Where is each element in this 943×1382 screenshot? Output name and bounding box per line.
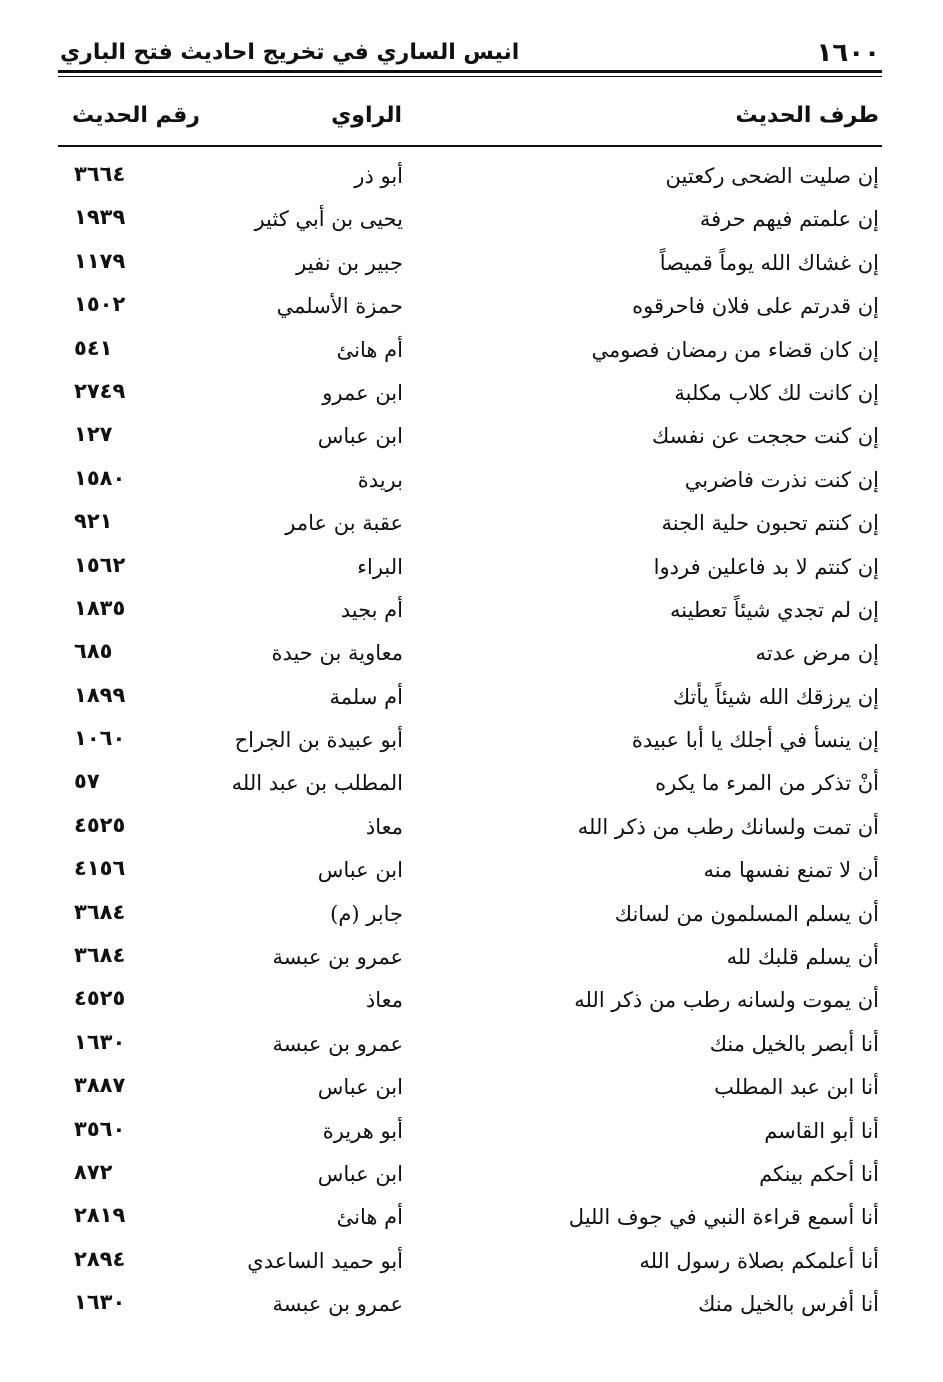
hadith-number: ١٦٣٠ bbox=[74, 1290, 126, 1315]
narrator-name: جبير بن نفير bbox=[296, 250, 403, 275]
table-row bbox=[0, 592, 943, 635]
column-header-rule bbox=[58, 145, 882, 147]
header-rule-thick bbox=[58, 70, 882, 73]
table-row bbox=[0, 201, 943, 244]
narrator-name: ابن عباس bbox=[317, 858, 403, 883]
hadith-incipit: إن ينسأ في أجلك يا أبا عبيدة bbox=[631, 728, 879, 753]
narrator-name: يحيى بن أبي كثير bbox=[254, 207, 403, 232]
narrator-name: أم بجيد bbox=[340, 597, 403, 622]
hadith-incipit: أن يسلم قلبك لله bbox=[726, 945, 879, 970]
hadith-incipit: إن صليت الضحى ركعتين bbox=[665, 164, 879, 188]
hadith-incipit: أنْ تذكر من المرء ما يكره bbox=[655, 771, 879, 796]
hadith-number: ٥٧ bbox=[74, 769, 100, 794]
hadith-number: ١٢٧ bbox=[74, 422, 113, 447]
book-title: انيس الساري في تخريج احاديث فتح الباري bbox=[60, 40, 520, 65]
narrator-name: عمرو بن عبسة bbox=[272, 1292, 403, 1317]
narrator-name: جابر (م) bbox=[330, 901, 403, 926]
hadith-incipit: إن لم تجدي شيئاً تعطينه bbox=[670, 597, 879, 622]
hadith-incipit: أنا ابن عبد المطلب bbox=[714, 1075, 879, 1100]
hadith-number: ١٥٨٠ bbox=[74, 465, 126, 490]
hadith-number: ٣٦٨٤ bbox=[74, 943, 126, 968]
hadith-incipit: إن كنت حججت عن نفسك bbox=[651, 424, 879, 449]
hadith-number: ١٦٣٠ bbox=[74, 1029, 126, 1054]
hadith-number: ٨٧٢ bbox=[74, 1159, 113, 1184]
narrator-name: أبو ذر bbox=[354, 164, 403, 188]
hadith-number: ٢٨٩٤ bbox=[74, 1246, 126, 1271]
table-row bbox=[0, 939, 943, 982]
hadith-incipit: إن قدرتم على فلان فاحرقوه bbox=[632, 294, 879, 319]
hadith-incipit: إن مرض عدته bbox=[755, 641, 879, 666]
narrator-name: عقبة بن عامر bbox=[285, 511, 403, 536]
hadith-incipit: أن لا تمنع نفسها منه bbox=[703, 858, 879, 883]
hadith-number: ٥٤١ bbox=[74, 335, 113, 360]
hadith-number: ١١٧٩ bbox=[74, 248, 126, 273]
table-row bbox=[0, 1286, 943, 1329]
hadith-incipit: أنا أسمع قراءة النبي في جوف الليل bbox=[568, 1205, 879, 1230]
narrator-name: أم سلمة bbox=[329, 684, 403, 709]
table-row bbox=[0, 679, 943, 722]
table-row bbox=[0, 245, 943, 288]
narrator-name: عمرو بن عبسة bbox=[272, 1031, 403, 1056]
hadith-number: ١٨٩٩ bbox=[74, 682, 126, 707]
hadith-number: ٢٧٤٩ bbox=[74, 378, 126, 403]
table-row bbox=[0, 1069, 943, 1112]
column-header-number: رقم الحديث bbox=[72, 103, 200, 128]
hadith-number: ١٨٣٥ bbox=[74, 595, 126, 620]
hadith-incipit: إن كانت لك كلاب مكلبة bbox=[674, 380, 879, 405]
table-row bbox=[0, 418, 943, 461]
hadith-number: ٣٥٦٠ bbox=[74, 1116, 126, 1141]
hadith-number: ٢٨١٩ bbox=[74, 1203, 126, 1228]
table-row bbox=[0, 896, 943, 939]
narrator-name: عمرو بن عبسة bbox=[272, 945, 403, 970]
hadith-number: ١٥٦٢ bbox=[74, 552, 126, 577]
narrator-name: حمزة الأسلمي bbox=[276, 294, 403, 319]
table-row bbox=[0, 549, 943, 592]
hadith-number: ٣٦٦٤ bbox=[74, 162, 126, 186]
narrator-name: البراء bbox=[357, 554, 403, 579]
hadith-number: ٦٨٥ bbox=[74, 639, 113, 664]
hadith-incipit: أن يموت ولسانه رطب من ذكر الله bbox=[574, 988, 879, 1013]
table-row bbox=[0, 1026, 943, 1069]
hadith-number: ٩٢١ bbox=[74, 509, 113, 534]
table-row bbox=[0, 1113, 943, 1156]
table-row bbox=[0, 462, 943, 505]
column-header-narrator: الراوي bbox=[331, 103, 402, 128]
hadith-incipit: إن كان قضاء من رمضان فصومي bbox=[591, 337, 879, 362]
hadith-incipit: إن كنت نذرت فاضربي bbox=[684, 467, 879, 492]
narrator-name: ابن عباس bbox=[317, 1075, 403, 1100]
hadith-incipit: أن تمت ولسانك رطب من ذكر الله bbox=[577, 814, 879, 839]
narrator-name: معاوية بن حيدة bbox=[271, 641, 403, 666]
table-row bbox=[0, 1156, 943, 1199]
hadith-number: ١٠٦٠ bbox=[74, 726, 126, 751]
column-header-hadith: طرف الحديث bbox=[735, 103, 879, 128]
table-row bbox=[0, 332, 943, 375]
table-row bbox=[0, 158, 943, 201]
running-header bbox=[60, 38, 880, 74]
narrator-name: معاذ bbox=[365, 814, 403, 839]
hadith-number: ٤٥٢٥ bbox=[74, 812, 126, 837]
hadith-number: ٤١٥٦ bbox=[74, 856, 126, 881]
hadith-incipit: أنا أبو القاسم bbox=[764, 1118, 879, 1143]
narrator-name: ابن عباس bbox=[317, 424, 403, 449]
narrator-name: أم هانئ bbox=[336, 1205, 403, 1230]
hadith-incipit: أنا أفرس بالخيل منك bbox=[698, 1292, 879, 1317]
narrator-name: ابن عمرو bbox=[322, 380, 403, 405]
table-row bbox=[0, 722, 943, 765]
table-row bbox=[0, 982, 943, 1025]
hadith-incipit: أنا أبصر بالخيل منك bbox=[709, 1031, 879, 1056]
table-row bbox=[0, 809, 943, 852]
table-row bbox=[0, 505, 943, 548]
narrator-name: ابن عباس bbox=[317, 1161, 403, 1186]
table-row bbox=[0, 288, 943, 331]
table-row bbox=[0, 375, 943, 418]
table-row bbox=[0, 1243, 943, 1286]
hadith-number: ٣٨٨٧ bbox=[74, 1073, 126, 1098]
hadith-number: ١٩٣٩ bbox=[74, 205, 126, 230]
narrator-name: المطلب بن عبد الله bbox=[231, 771, 403, 796]
hadith-incipit: إن كنتم تحبون حلية الجنة bbox=[661, 511, 879, 536]
table-row bbox=[0, 765, 943, 808]
header-rule-thin bbox=[58, 76, 882, 77]
narrator-name: معاذ bbox=[365, 988, 403, 1013]
narrator-name: أبو حميد الساعدي bbox=[247, 1248, 403, 1273]
table-row bbox=[0, 852, 943, 895]
hadith-incipit: إن كنتم لا بد فاعلين فردوا bbox=[653, 554, 879, 579]
narrator-name: أبو عبيدة بن الجراح bbox=[234, 728, 403, 753]
hadith-incipit: إن علمتم فيهم حرفة bbox=[699, 207, 879, 232]
narrator-name: بريدة bbox=[357, 467, 403, 492]
hadith-incipit: إن يرزقك الله شيئاً يأتك bbox=[672, 684, 879, 709]
hadith-index-table bbox=[0, 158, 943, 1330]
narrator-name: أم هانئ bbox=[336, 337, 403, 362]
table-row bbox=[0, 635, 943, 678]
table-row bbox=[0, 1199, 943, 1242]
hadith-number: ١٥٠٢ bbox=[74, 292, 126, 317]
hadith-number: ٤٥٢٥ bbox=[74, 986, 126, 1011]
hadith-incipit: أنا أحكم بينكم bbox=[759, 1161, 879, 1186]
hadith-incipit: أن يسلم المسلمون من لسانك bbox=[614, 901, 879, 926]
hadith-number: ٣٦٨٤ bbox=[74, 899, 126, 924]
page-number: ١٦٠٠ bbox=[816, 38, 880, 68]
hadith-incipit: أنا أعلمكم بصلاة رسول الله bbox=[639, 1248, 879, 1273]
narrator-name: أبو هريرة bbox=[322, 1118, 403, 1143]
hadith-incipit: إن غشاك الله يوماً قميصاً bbox=[659, 250, 879, 275]
